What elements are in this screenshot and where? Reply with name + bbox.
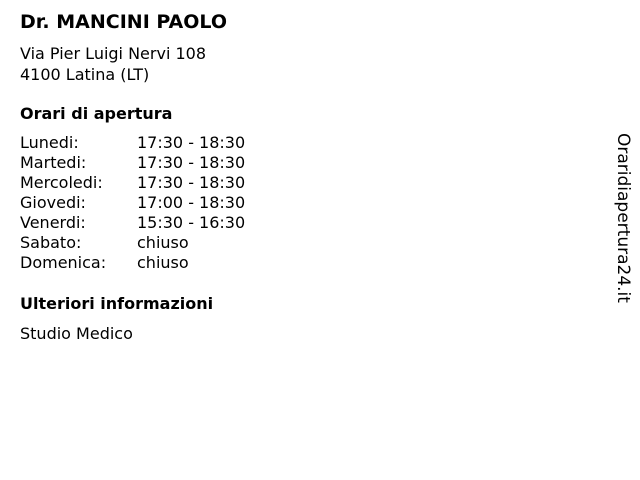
day-label: Giovedi: — [20, 193, 86, 212]
additional-info-text: Studio Medico — [20, 324, 133, 343]
hours-row-monday — [20, 133, 245, 153]
hours-row-tuesday — [20, 153, 245, 173]
time-value: 17:00 - 18:30 — [137, 193, 246, 212]
hours-row-sunday — [20, 253, 245, 273]
doctor-name: Dr. MANCINI PAOLO — [20, 11, 227, 33]
hours-row-wednesday — [20, 173, 245, 193]
time-value: chiuso — [137, 233, 189, 252]
day-label: Sabato: — [20, 233, 82, 252]
day-label: Lunedi: — [20, 133, 79, 152]
address-street: Via Pier Luigi Nervi 108 — [20, 44, 207, 63]
day-label: Martedi: — [20, 153, 87, 172]
time-value: 17:30 - 18:30 — [137, 133, 246, 152]
address-city: 4100 Latina (LT) — [20, 65, 150, 84]
time-value: 17:30 - 18:30 — [137, 173, 246, 192]
hours-row-friday — [20, 213, 245, 233]
opening-hours-table — [20, 133, 245, 273]
address-block — [20, 43, 206, 85]
opening-hours-heading: Orari di apertura — [20, 104, 173, 123]
time-value: 15:30 - 16:30 — [137, 213, 246, 232]
hours-row-saturday — [20, 233, 245, 253]
additional-info-heading: Ulteriori informazioni — [20, 294, 214, 313]
time-value: chiuso — [137, 253, 189, 272]
hours-row-thursday — [20, 193, 245, 213]
time-value: 17:30 - 18:30 — [137, 153, 246, 172]
brand-watermark: Oraridiapertura24.it — [613, 133, 633, 303]
day-label: Mercoledi: — [20, 173, 103, 192]
day-label: Domenica: — [20, 253, 107, 272]
day-label: Venerdi: — [20, 213, 86, 232]
